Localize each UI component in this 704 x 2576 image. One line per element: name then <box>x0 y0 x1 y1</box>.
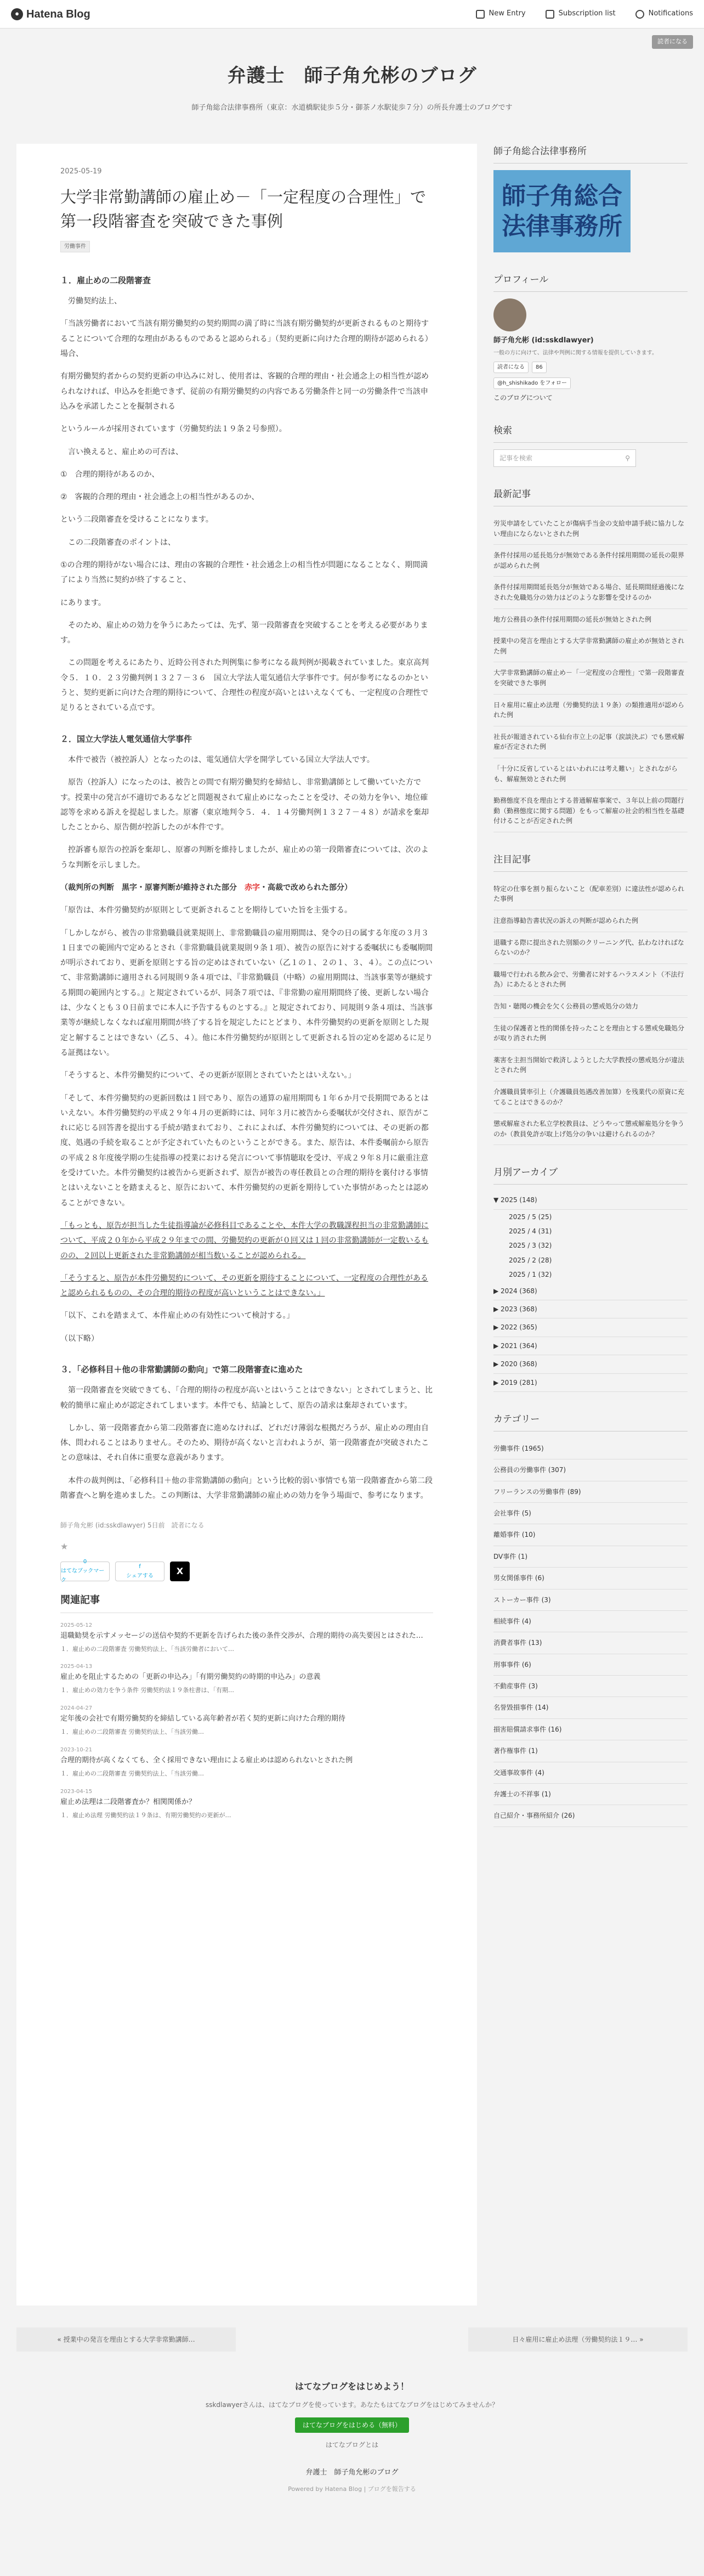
footer <box>0 2379 704 2495</box>
related-date: 2024-04-27 <box>60 1705 93 1712</box>
share-row <box>60 1559 433 1584</box>
archive-link[interactable]: ▶ 2019 (281) <box>493 1374 688 1392</box>
section-heading: ３．「必修科目＋他の非常勤講師の動向」で第二段階審査に進めた <box>60 1365 303 1375</box>
quote: 「以下、これを踏まえて、本件雇止めの有効性について検討する。」 <box>60 1311 294 1321</box>
attention-entry-link[interactable]: 薬害を主担当開始で救済しようとした大学教授の懲戒処分が違法とされた例 <box>493 1050 688 1081</box>
powered-by[interactable]: Powered by Hatena Blog | ブログを報告する <box>288 2485 416 2493</box>
start-blog-button[interactable]: はてなブログをはじめる（無料） <box>295 2417 409 2433</box>
category-list <box>493 1438 688 1827</box>
archive-link[interactable]: 2025 / 3 (32) <box>509 1242 552 1250</box>
paragraph: という二段階審査を受けることになります。 <box>60 515 213 525</box>
recent-heading: 最新記事 <box>493 487 688 506</box>
profile-name[interactable]: 師子角允彬 (id:sskdlawyer) <box>493 336 594 345</box>
recent-module <box>493 487 688 832</box>
recent-entry-link[interactable]: 勤務態度不良を理由とする普通解雇事案で、３年以上前の問題行動（勤務態度に関する問題）をもって解雇の社会的相当性を基礎付けることが否定された例 <box>493 790 688 832</box>
paragraph: 本件で被告（被控訴人）となったのは、電気通信大学を開学している国立大学法人です。 <box>60 755 374 764</box>
footer-blog-name[interactable]: 弁護士 師子角允彬のブログ <box>305 2468 399 2477</box>
related-title[interactable]: 雇止めを阻止するための「更新の申込み」「有期労働契約の時期的申込み」の意義 <box>60 1673 321 1682</box>
category-link[interactable]: 著作権事件 (1) <box>493 1740 688 1762</box>
category-link[interactable]: 弁護士の不祥事 (1) <box>493 1784 688 1805</box>
paragraph: にあります。 <box>60 598 106 607</box>
category-link[interactable]: 損害賠償請求事件 (16) <box>493 1719 688 1740</box>
star-icon[interactable]: ★ <box>60 1541 69 1552</box>
paragraph: そのため、雇止めの効力を争うにあたっては、先ず、第一段階審査を突破することを考える必要があります。 <box>60 621 428 645</box>
entry-body <box>60 273 433 1503</box>
related-title[interactable]: 合理的期待が高くなくても、全く採用できない理由による雇止めは認められないとされた例 <box>60 1756 353 1765</box>
paragraph: というルールが採用されています（労働契約法１９条２号参照）。 <box>60 425 287 434</box>
recent-entry-link[interactable]: 条件付採用期間延長処分が無効である場合、延長期間経過後になされた免職処分の効力はどのような影響を受けるのか <box>493 577 688 608</box>
quote: 「原告は、本件労働契約が原則として更新されることを期待していた旨を主張する。 <box>60 906 352 915</box>
paragraph: 「当該労働者において当該有期労働契約の契約期間の満了時に当該有期労働契約が更新されるものと期待することについて合理的な理由があるものであると認められる」（契約更新に向けた合理的期待が認められる）場合、 <box>60 319 433 359</box>
attention-entry-link[interactable]: 生徒の保護者と性的関係を持ったことを理由とする懲戒免職処分が取り消された例 <box>493 1018 688 1050</box>
recent-entry-link[interactable]: 授業中の発言を理由とする大学非常勤講師の雇止めが無効とされた例 <box>493 630 688 662</box>
paragraph: 原告（控訴人）になったのは、被告との間で有期労働契約を締結し、非常勤講師として働いていた方です。授業中の発言が不適切であるなどと問題視されて雇止めになったことを受け、その効力を争い、地位確認等を求める訴えを提起しました。原審（東京地判令５．４．１４労働判例１３２７－４８）が請求を棄却したことから、原告側が控訴したのが本件です。 <box>60 778 429 832</box>
paragraph: ①の合理的期待がない場合には、理由の客観的合理性・社会通念上の相当性が問題になることなく、期間満了により当然に契約が終了すること、 <box>60 561 428 585</box>
paragraph: 労働契約法上、 <box>60 297 122 306</box>
prev-entry-link[interactable]: « 授業中の発言を理由とする大学非常勤講師… <box>16 2327 236 2352</box>
related-snippet: １．雇止めの二段階審査 労働契約法上、「当該労働者において… <box>60 1645 234 1653</box>
related-snippet: １．雇止めの効力を争う条件 労働契約法１９条柱書は、「有期… <box>60 1687 234 1694</box>
quote: （以下略） <box>60 1334 99 1343</box>
attention-entry-link[interactable]: 特定の仕事を割り振らないこと（配車差別）に違法性が認められた事例 <box>493 878 688 910</box>
category-link[interactable]: DV事件 (1) <box>493 1546 688 1568</box>
paragraph: しかし、第一段階審査から第二段階審査に進めなければ、どれだけ薄弱な根拠だろうが、雇止めの理由自体、問われることはありません。そのため、期待が高くないと言われようが、第一段階審査が突破されたことの意味は、それ自体に重要な意義があります。 <box>60 1423 429 1463</box>
related-item <box>60 1745 433 1779</box>
blog-header <box>0 29 704 144</box>
category-module <box>493 1412 688 1827</box>
quote-underlined: 「もっとも、原告が担当した生徒指導論が必修科目であることや、本件大学の教職課程担当の非常勤講師について、平成２０年から平成２９年までの間、労働契約の更新が０回又は１回の非常勤講師が一定数いるものの、２回以上更新された非常勤講師が相当数いることが認められる。 <box>60 1221 429 1260</box>
paragraph: 本件の裁判例は、「必修科目＋他の非常勤講師の動向」という比較的弱い事情でも第一段階審査から第二段階審査へと駒を進めました。この判断は、大学非常勤講師の雇止めの効力を争う場面で、参考になります。 <box>60 1476 433 1501</box>
attention-entry-link[interactable]: 介護職員賃率引上（介護職員処遇改善加算）を残業代の原資に充てることはできるのか？ <box>493 1081 688 1113</box>
attention-entry-link[interactable]: 退職する際に提出された別額のクリーニング代、払わなければならないのか？ <box>493 932 688 964</box>
archive-heading: 月別アーカイブ <box>493 1165 688 1185</box>
search-icon[interactable]: ⚲ <box>625 454 630 462</box>
profile-module <box>493 272 688 403</box>
category-link[interactable]: 男女関係事件 (6) <box>493 1568 688 1589</box>
archive-link[interactable]: ▶ 2021 (364) <box>493 1337 688 1355</box>
pencil-icon <box>476 10 485 19</box>
share-buttons <box>60 1539 433 1554</box>
archive-link[interactable]: ▶ 2020 (368) <box>493 1355 688 1373</box>
pager <box>16 2327 688 2352</box>
related-date: 2023-10-21 <box>60 1746 93 1753</box>
archive-module <box>493 1165 688 1392</box>
related-item <box>60 1704 433 1738</box>
archive-link[interactable]: ▶ 2023 (368) <box>493 1300 688 1318</box>
entry-title[interactable]: 大学非常勤講師の雇止め－「一定程度の合理性」で第一段階審査を突破できた事例 <box>60 188 427 230</box>
category-link[interactable]: 公務員の労働事件 (307) <box>493 1459 688 1481</box>
share-button[interactable]: f シェアする <box>115 1562 164 1581</box>
profile-buttons <box>493 362 688 373</box>
quote-underlined: 「そうすると、原告が本件労働契約について、その更新を期待することについて、一定程度の合理性があると認められるものの、その合理的期待の程度が高いということはできない。」 <box>60 1273 428 1298</box>
office-logo-image[interactable]: 師子角総合法律事務所 <box>493 170 631 252</box>
legend-paragraph: （裁判所の判断 黒字・原審判断が維持された部分 赤字・高裁で改められた部分） <box>60 883 352 892</box>
attention-entry-link[interactable]: 注意指導勧告書状況の訴えの判断が認められた例 <box>493 910 688 932</box>
quote: 「しかしながら、被告の非常勤職員就業規則上、非常勤職員の雇用期間は、発令の日の属する年度の３月３１日までの範囲内で定めるとされ（非常勤職員就業規則９条１項）、被告の原告に対する委嘱状にも委嘱期間が明示されており、更新を原則とする旨の定めはされていない（乙１の１、２の１、３、４）。この点について、非常勤講師に適用される同規則９条４項では、『非常勤職員（中略）の雇用期間は、当該事業等が継続する期間の範囲内とする。』と規定されているが、同条７項では、『非常勤の雇用期間終了後、更新しない場合は、少なくとも３０日前までに本人に予告するものとする。』と規定されており、同規則９条４項は、当該事業等が継続しなくなれば雇用期間が終了する旨を規定したにとどまり、本件労働契約の更新を原則とした規定と解することはできない（乙５、４）。他に本件労働契約が原則として更新される旨の定めを認めるに足りる証拠はない。 <box>60 928 433 1057</box>
related-heading: 関連記事 <box>60 1592 433 1613</box>
paragraph: ② 客観的合理的理由・社会通念上の相当性があるのか、 <box>60 493 259 502</box>
hatena-bookmark-button[interactable]: 0 はてなブックマーク <box>60 1562 110 1581</box>
category-link[interactable]: 自己紹介・事務所紹介 (26) <box>493 1805 688 1827</box>
category-link[interactable]: 労働事件 (1965) <box>493 1438 688 1459</box>
recent-entry-link[interactable]: 地方公務員の条件付採用期間の延長が無効とされた例 <box>493 609 688 631</box>
entry-date[interactable]: 2025-05-19 <box>60 167 102 176</box>
brand-label: Hatena Blog <box>26 8 90 20</box>
attention-list <box>493 878 688 1146</box>
paragraph: ① 合理的期待があるのか、 <box>60 470 160 479</box>
recent-entry-link[interactable]: 社長が報道されている仙台市立上の記事（涙談決ぶ）でも懲戒解雇が否定された例 <box>493 726 688 758</box>
subscribe-button[interactable]: 読者になる <box>652 35 693 49</box>
related-title[interactable]: 退職勧奨を示すメッセージの送信や契約不更新を告げられた後の条件交渉が、合理的期待の高失要因とはされた… <box>60 1631 423 1640</box>
next-entry-link[interactable]: 日々雇用に雇止め法理（労働契約法１９… » <box>468 2327 688 2352</box>
hatena-blog-logo[interactable] <box>11 5 90 24</box>
about-link[interactable]: このブログについて <box>493 393 553 402</box>
about-hatena-link[interactable]: はてなブログとは <box>325 2440 379 2449</box>
quote: 「そして、本件労働契約の更新回数は１回であり、原告の通算の雇用期間も１年６か月で長期間であるとはいえない。本件労働契約の平成２９年４月の更新時には、同年３月に被告から委嘱状が交付され、原告がこれに応じる回答書を提出する手続が踏まれており、これによれば、本件労働契約については、その更新の都度、処遇の手続を取ることが予定されていたものということができる。また、原告は、本件委嘱前から原告の平成２８年度後学期の生徒指導の授業における発言について事情聴取を受け、平成２９年８月に厳重注意を受けていた。本件労働契約は被告から更新されず、原告が被告の専任教員との合理的期待を裏付ける事情とはいえないことを踏まえると、原告において、本件労働契約の更新を期待していた事情があったとは認めることができない。 <box>60 1093 429 1208</box>
archive-link[interactable]: 2025 / 2 (28) <box>509 1256 552 1264</box>
paragraph: この二段階審査のポイントは、 <box>60 538 175 547</box>
top-nav <box>476 8 693 20</box>
profile-text: 一般の方に向けて、法律や判例に関する情報を提供していきます。 <box>493 350 657 356</box>
category-link[interactable]: ストーカー事件 (3) <box>493 1589 688 1611</box>
recent-entry-link[interactable]: 条件付採用の延長処分が無効である条件付採用期間の延長の限界が認められた例 <box>493 545 688 577</box>
blog-description: 師子角総合法律事務所（東京：水道橋駅徒歩５分・御茶ノ水駅徒歩７分）の所長弁護士のブログです <box>191 103 513 112</box>
profile-heading: プロフィール <box>493 272 688 292</box>
archive-list <box>493 1191 688 1392</box>
related-snippet: １．雇止めの二段階審査 労働契約法上、「当該労働… <box>60 1769 204 1777</box>
category-link[interactable]: 刑事事件 (6) <box>493 1654 688 1676</box>
footer-title: はてなブログをはじめよう！ <box>294 2381 409 2392</box>
notifications-link[interactable]: Notifications <box>635 8 693 20</box>
new-entry-link[interactable]: New Entry <box>476 8 526 20</box>
related-date: 2023-04-15 <box>60 1788 93 1795</box>
category-link[interactable]: フリーランスの労働事件 (89) <box>493 1481 688 1503</box>
hatena-logo-icon: ● <box>11 8 23 20</box>
content-wrap <box>16 144 688 2306</box>
category-link[interactable]: 不動産事件 (3) <box>493 1676 688 1697</box>
quote: 「そうすると、本件労働契約について、その更新が原則とされていたとはいえない。」 <box>60 1071 356 1080</box>
related-snippet: １．雇止めの二段階審査 労働契約法上、「当該労働… <box>60 1728 204 1736</box>
attention-heading: 注目記事 <box>493 852 688 872</box>
paragraph: 第一段階審査を突破できても、「合理的期待の程度が高いとはいうことはできない」とされてしまうと、比較的簡単に雇止めが認定されてしまいます。本件でも、結論として、原告の請求は棄却されています。 <box>60 1386 433 1410</box>
follow-button[interactable]: @h_shishikado をフォロー <box>493 377 571 389</box>
category-link[interactable]: 会社事件 (5) <box>493 1503 688 1524</box>
related-snippet: １．雇止め法理 労働契約法１９条は、有期労働契約の更新が… <box>60 1811 231 1819</box>
related-title[interactable]: 雇止め法理は二段階審査か？相関関係か？ <box>60 1797 196 1806</box>
recent-list <box>493 513 688 832</box>
category-tag[interactable]: 労働事件 <box>60 241 90 252</box>
attention-entry-link[interactable]: 職場で行われる飲み会で、労働者に対するハラスメント（不法行為）にあたるとされた例 <box>493 964 688 996</box>
archive-link[interactable]: ▶ 2022 (365) <box>493 1318 688 1337</box>
related-date: 2025-05-12 <box>60 1622 93 1628</box>
recent-entry-link[interactable]: 大学非常勤講師の雇止め－「一定程度の合理性」で第一段階審査を突破できた事例 <box>493 662 688 694</box>
category-link[interactable]: 離婚事件 (10) <box>493 1524 688 1546</box>
recent-entry-link[interactable]: 日々雇用に雇止め法理（労働契約法１９条）の類推適用が認められた例 <box>493 695 688 726</box>
search-input[interactable]: 記事を検索 ⚲ <box>493 449 636 467</box>
related-item <box>60 1787 433 1821</box>
paragraph: 言い換えると、雇止めの可否は、 <box>60 447 183 456</box>
follow-row <box>493 377 688 389</box>
top-bar <box>0 0 704 45</box>
recent-entry-link[interactable]: 労災申請をしていたことが傷病手当金の支給申請手続に協力しない理由にならないとされた例 <box>493 513 688 545</box>
archive-link[interactable]: 2025 / 4 (31) <box>509 1227 552 1235</box>
office-heading: 師子角総合法律事務所 <box>493 144 688 164</box>
archive-link[interactable]: 2025 / 5 (25) <box>509 1213 552 1221</box>
avatar[interactable] <box>493 298 526 331</box>
category-link[interactable]: 消費者事件 (13) <box>493 1632 688 1654</box>
sidebar <box>493 144 688 1847</box>
related-item <box>60 1662 433 1696</box>
related-item <box>60 1621 433 1655</box>
paragraph: 控訴審も原告の控訴を棄却し、原審の判断を維持しましたが、雇止めの第一段階審査については、次のような判断を示しました。 <box>60 845 429 870</box>
archive-link[interactable]: ▶ 2024 (368) <box>493 1282 688 1300</box>
category-link[interactable]: 名誉毀損事件 (14) <box>493 1697 688 1718</box>
x-share-button[interactable]: X <box>170 1562 190 1581</box>
archive-link[interactable]: 2025 / 1 (32) <box>509 1271 552 1279</box>
archive-link[interactable]: ▼ 2025 (148) <box>493 1191 688 1209</box>
paragraph: この問題を考えるにあたり、近時公刊された判例集に参考になる裁判例が掲載されていました。東京高判令５．１０．２３労働判例１３２７－３６ 国立大学法人電気通信大学事件です。何が参考になるのかというと、契約更新に向けた合理的期待について、合理性の程度が高いとはいえなくても、一定程度の合理性で足りるとされている点です。 <box>60 658 429 713</box>
footer-text: sskdlawyerさんは、はてなブログを使っています。あなたもはてなブログをはじめてみませんか？ <box>205 2401 499 2409</box>
author-line[interactable]: 師子角允彬 (id:sskdlawyer) 5日前 読者になる <box>60 1521 205 1530</box>
entry-article <box>16 144 477 2306</box>
list-icon <box>546 10 554 19</box>
search-heading: 検索 <box>493 423 688 443</box>
office-module <box>493 144 688 252</box>
related-list <box>60 1621 433 1821</box>
attention-entry-link[interactable]: 告知・聴聞の機会を欠く公務員の懲戒処分の効力 <box>493 996 688 1018</box>
reader-count: 86 <box>532 362 547 373</box>
recent-entry-link[interactable]: 「十分に反省しているとはいわれには考え難い」とされながらも、解雇無効とされた例 <box>493 758 688 790</box>
paragraph: 有期労働契約者からの契約更新の申込みに対し、使用者は、客観的合理的理由・社会通念上の相当性が認められなければ、申込みを拒絶できず、従前の有期労働契約の内容である労働条件と同一の労働条件で当該申込みを承諾したことを擬制される <box>60 372 429 411</box>
category-heading: カテゴリー <box>493 1412 688 1431</box>
category-link[interactable]: 交通事故事件 (4) <box>493 1762 688 1784</box>
related-date: 2025-04-13 <box>60 1664 93 1670</box>
search-module <box>493 423 688 467</box>
bell-icon <box>635 10 644 19</box>
section-heading: １．雇止めの二段階審査 <box>60 275 151 285</box>
category-link[interactable]: 相続事件 (4) <box>493 1611 688 1632</box>
related-title[interactable]: 定年後の会社で有期労働契約を締結している高年齢者が若く契約更新に向けた合理的期待 <box>60 1715 346 1723</box>
blog-title[interactable]: 弁護士 師子角允彬のブログ <box>227 65 477 87</box>
reader-button[interactable]: 読者になる <box>493 362 529 373</box>
attention-module <box>493 852 688 1145</box>
subscription-list-link[interactable]: Subscription list <box>546 8 616 20</box>
attention-entry-link[interactable]: 懲戒解雇された私立学校教員は、どうやって懲戒解雇処分を争うのか（教員免許が取上げ処分の争いは避けられるのか？ <box>493 1113 688 1145</box>
section-heading: ２．国立大学法人電気通信大学事件 <box>60 734 192 744</box>
